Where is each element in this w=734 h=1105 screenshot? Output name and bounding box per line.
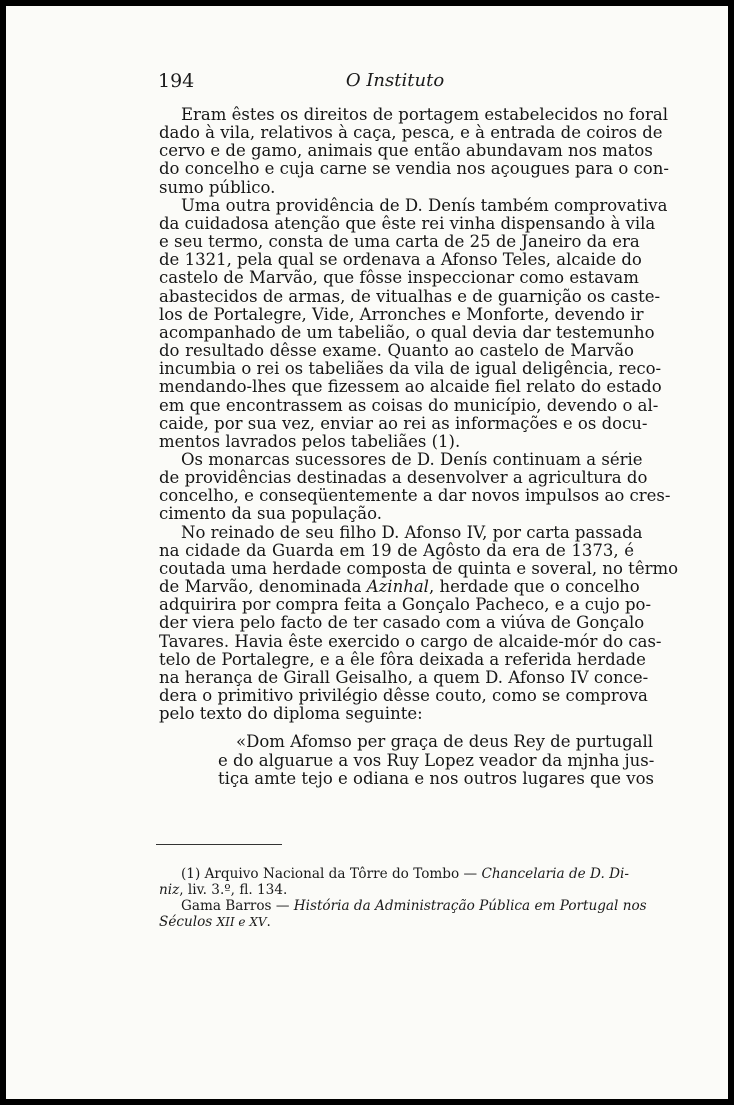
text-line: No reinado de seu filho D. Afonso IV, por carta passada <box>181 522 643 542</box>
text-line: los de Portalegre, Vide, Arronches e Monforte, devendo ir <box>159 304 644 324</box>
text-line: da cuidadosa atenção que êste rei vinha dispensando à vila <box>159 213 656 233</box>
footnote-2-line-1: Gama Barros — História da Administração Pública em Portugal nos <box>181 898 647 914</box>
text-line: Uma outra providência de D. Denís também comprovativa <box>181 195 668 215</box>
footnote-1-line-1: (1) Arquivo Nacional da Tôrre do Tombo — Chancelaria de D. Di- <box>181 866 629 882</box>
text-line: telo de Portalegre, e a êle fôra deixada a referida herdade <box>159 649 646 669</box>
quote-line: e do alguarue a vos Ruy Lopez veador da mjnha jus- <box>218 750 655 770</box>
text-line: mendando-lhes que fizessem ao alcaide fiel relato do estado <box>159 377 662 397</box>
text-line: de 1321, pela qual se ordenava a Afonso Teles, alcaide do <box>159 250 642 270</box>
text-line: Os monarcas sucessores de D. Denís continuam a série <box>181 449 643 469</box>
text-line: incumbia o rei os tabeliães da vila de igual deligência, reco- <box>159 359 662 379</box>
text-line: coutada uma herdade composta de quinta e soveral, no têrmo <box>159 558 679 578</box>
paragraph <box>159 522 679 724</box>
text-line: de providências destinadas a desenvolver a agricultura do <box>159 468 648 488</box>
text-line: Eram êstes os direitos de portagem estabelecidos no foral <box>181 105 668 124</box>
text-line: cervo e de gamo, animais que então abundavam nos matos <box>159 141 653 161</box>
running-title: O Instituto <box>345 70 445 91</box>
text-line: e seu termo, consta de uma carta de 25 de Janeiro da era <box>159 232 640 252</box>
text-line: abastecidos de armas, de vitualhas e de guarnição os caste- <box>159 286 661 306</box>
quote-line: «Dom Afomso per graça de deus Rey de purtugall <box>236 732 654 752</box>
text-line: pelo texto do diploma seguinte: <box>159 704 423 724</box>
text-line: de Marvão, denominada Azinhal, herdade que o concelho <box>159 577 640 597</box>
footnotes <box>159 866 647 930</box>
document-page <box>6 6 728 1099</box>
quoted-document <box>159 732 655 788</box>
text-line: sumo público. <box>159 177 276 197</box>
text-line: mentos lavrados pelos tabeliães (1). <box>159 431 461 451</box>
paragraph <box>159 105 669 197</box>
text-line: do resultado dêsse exame. Quanto ao castelo de Marvão <box>159 341 634 361</box>
text-line: Tavares. Havia êste exercido o cargo de alcaide-mór do cas- <box>159 631 662 651</box>
text-line: adquirira por compra feita a Gonçalo Pacheco, e a cujo po- <box>159 595 652 615</box>
quote-line: tiça amte tejo e odiana e nos outros lugares que vos <box>218 768 654 788</box>
text-line: acompanhado de um tabelião, o qual devia dar testemunho <box>159 322 655 342</box>
footnote-divider <box>156 844 282 845</box>
text-line: dera o primitivo privilégio dêsse couto, como se comprova <box>159 686 648 705</box>
body-text <box>159 105 679 788</box>
footnote-1-line-2: niz, liv. 3.º, fl. 134. <box>159 882 288 898</box>
paragraph <box>159 449 671 524</box>
page-header <box>158 70 632 96</box>
text-line: concelho, e conseqüentemente a dar novos impulsos ao cres- <box>159 486 671 506</box>
page-number: 194 <box>158 70 195 92</box>
footnote-2-line-2: Séculos XII e XV. <box>159 914 271 930</box>
text-line: castelo de Marvão, que fôsse inspeccionar como estavam <box>159 268 639 288</box>
text-line: dado à vila, relativos à caça, pesca, e à entrada de coiros de <box>159 123 663 143</box>
text-line: na herança de Girall Geisalho, a quem D. Afonso IV conce- <box>159 667 649 687</box>
paragraph <box>159 195 668 451</box>
text-line: do concelho e cuja carne se vendia nos açougues para o con- <box>159 159 669 179</box>
text-line: em que encontrassem as coisas do município, devendo o al- <box>159 395 659 415</box>
text-line: cimento da sua população. <box>159 504 382 524</box>
text-line: der viera pelo facto de ter casado com a viúva de Gonçalo <box>159 613 645 633</box>
text-line: na cidade da Guarda em 19 de Agôsto da era de 1373, é <box>159 540 634 560</box>
text-line: caide, por sua vez, enviar ao rei as informações e os docu- <box>159 413 648 433</box>
